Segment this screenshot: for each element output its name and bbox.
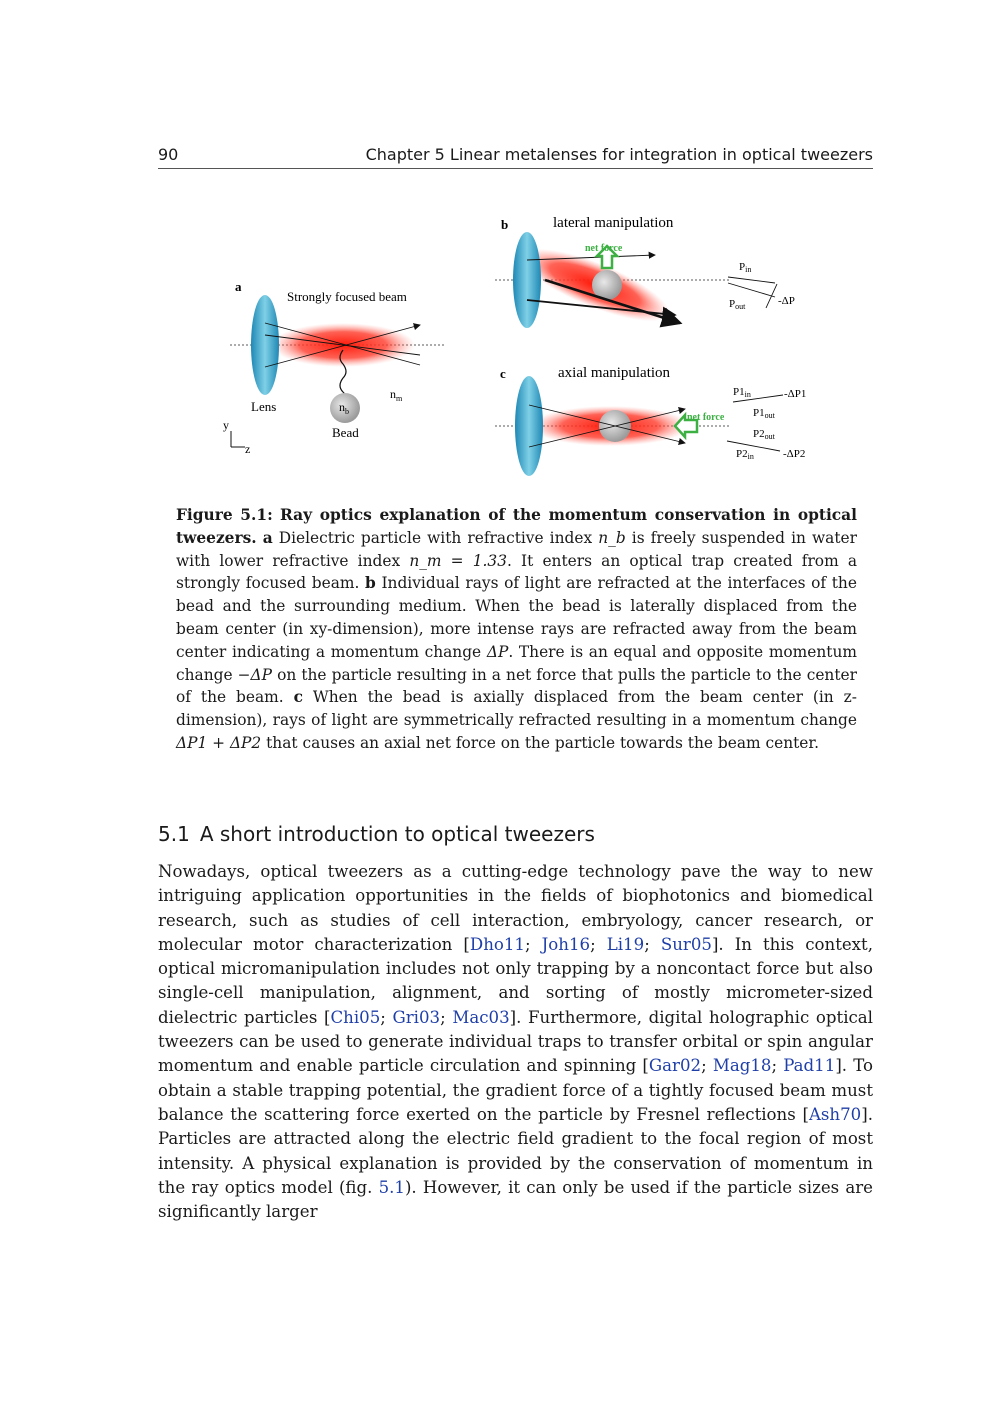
caption-a-text-2: is freely suspended in water with lower refractive index [176,528,857,570]
citation-pad11[interactable]: Pad11 [783,1056,836,1076]
citation-gri03[interactable]: Gri03 [392,1007,441,1027]
y-axis-label: y [223,418,229,432]
bead-index-label: $n_b$ [339,400,349,416]
delta-p-vector [766,284,777,308]
panel-c [495,365,806,476]
p-out-label: Pout [729,298,746,311]
p-in-label: Pin [739,261,752,274]
caption-b-dp: ΔP [486,642,509,661]
caption-label: Figure 5.1: [176,506,273,524]
lens-c [515,376,543,476]
body-text-3: ]. Furthermore, digital holographic optical tweezers can be used to generate individual traps to transfer orbital or spin angular momentum and enable particle circulation and spinning [ [158,1007,873,1076]
bead-label: Bead [332,425,359,440]
caption-b-text-2: . There is an equal and opposite momentum change [176,642,857,684]
medium-index-label: $n_m$ [390,387,403,403]
body-text-2: ]. In this context, optical micromanipulation includes not only trapping by a noncontact force but also single-cell manipulation, alignment, and sorting of mostly micrometer-sized dielectric particles [ [158,934,873,1027]
body-text-1: Nowadays, optical tweezers as a cutting-edge technology pave the way to new intriguing application opportunities in the fields of biophotonics and biomedical research, such as studies of cell interaction, embryology, cancer research, or molecular motor characterization [ [158,862,873,954]
panel-b [495,215,795,335]
lens-b [513,232,541,328]
lens-a [251,295,279,395]
z-axis-label: z [245,442,251,456]
p1-in-label: P1in [733,386,751,399]
delta-p1-label: -ΔP1 [784,388,807,400]
citation-gar02[interactable]: Gar02 [648,1056,702,1076]
caption-a-nb: n_b [598,528,626,547]
body-text-5: ]. Particles are attracted along the electric field gradient to the focal region of most intensity. A physical explanation is provided by the conservation of momentum in the ray optics model (fig. [158,1104,873,1197]
figure-caption [176,504,857,755]
caption-a-letter: a [262,528,273,547]
caption-b-mdp: −ΔP [237,665,273,684]
chapter-title: Chapter 5 Linear metalenses for integration in optical tweezers [365,145,873,164]
panel-a-letter: a [235,279,242,294]
body-text-4: ]. To obtain a stable trapping potential, the gradient force of a tightly focused beam must balance the scattering force exerted on the particle by Fresnel reflections [ [158,1056,873,1124]
delta-p2-label: -ΔP2 [783,448,806,460]
section-heading [158,822,595,846]
panel-c-title: axial manipulation [558,365,671,381]
panel-c-letter: c [500,366,506,381]
net-force-label-b: net force [585,243,623,254]
panel-a-title: Strongly focused beam [287,289,407,304]
body-paragraph: Nowadays, optical tweezers as a cutting-edge technology pave the way to new intriguing application opportunities in the fields of biophotonics and biomedical research, such as studies of cell interaction, embryology, cancer research, or molecular motor characterization [Dho11; Joh16; Li19; Sur05]. In this context, optical micromanipulation includes not only trapping by a noncontact force but also single-cell manipulation, alignment, and sorting of mostly micrometer-sized dielectric particles [Chi05; Gri03; Mac03]. Furthermore, digital holographic optical tweezers can be used to generate individual traps to transfer orbital or spin angular momentum and enable particle circulation and spinning [Gar02; Mag18; Pad11]. To obtain a stable trapping potential, the gradient force of a tightly focused beam must balance the scattering force exerted on the particle by Fresnel reflections [Ash70]. Particles are attracted along the electric field gradient to the focal region of most intensity. A physical explanation is provided by the conservation of momentum in the ray optics model (fig. 5.1). However, it can only be used if the particle sizes are significantly larger [158,862,873,1222]
p2-out-label: P2out [753,428,775,441]
figure-reference-5-1[interactable]: 5.1 [378,1177,405,1197]
lens-label: Lens [251,399,277,414]
panel-b-letter: b [501,217,509,232]
citation-sur05[interactable]: Sur05 [660,934,712,954]
panel-b-title: lateral manipulation [553,215,674,231]
delta-p-label: -ΔP [778,295,795,307]
panel-a [223,279,445,456]
caption-b-text-3: on the particle resulting in a net force that pulls the particle to the center of the beam. [176,665,857,707]
caption-c-text-1: When the bead is axially displaced from the beam center (in z-dimension), rays of light are symmetrically refracted resulting in a momentum change [176,688,857,730]
figure-5-1 [215,205,815,485]
caption-a-text-3: . It enters an optical trap created from a strongly focused beam. [176,551,857,593]
running-header [158,144,873,169]
section-title: A short introduction to optical tweezers [199,822,595,846]
net-force-label-c: net force [687,412,725,423]
citation-joh16[interactable]: Joh16 [541,934,591,954]
caption-c-sum: ΔP1 + ΔP2 [176,733,262,752]
citation-dho11[interactable]: Dho11 [469,934,525,954]
caption-b-text-1: Individual rays of light are refracted at the interfaces of the bead and the surrounding medium. When the bead is laterally displaced from the beam center (in xy-dimension), more intense rays are refracted away from the beam center indicating a momentum change [176,574,857,661]
page-number: 90 [158,145,179,164]
citation-chi05[interactable]: Chi05 [330,1007,381,1027]
p-out-vector [728,283,775,297]
citation-ash70[interactable]: Ash70 [808,1104,862,1124]
caption-title: Ray optics explanation of the momentum conservation in optical tweezers. [176,506,857,547]
citation-mac03[interactable]: Mac03 [452,1007,510,1027]
section-number: 5.1 [158,822,190,846]
p2-in-label: P2in [736,448,754,461]
body-text-6: ). However, it can only be used if the particle sizes are significantly larger [158,1177,873,1222]
caption-a-nm: n_m = 1.33 [409,551,507,570]
p2-in-vector [727,441,780,451]
caption-a-text-1: Dielectric particle with refractive index [278,528,593,547]
caption-c-letter: c [293,688,303,707]
caption-b-letter: b [365,574,376,593]
p1-out-label: P1out [753,407,775,420]
citation-mag18[interactable]: Mag18 [712,1056,772,1076]
citation-li19[interactable]: Li19 [606,934,645,954]
p-in-vector [728,277,775,283]
caption-c-text-2: that causes an axial net force on the particle towards the beam center. [266,733,819,752]
